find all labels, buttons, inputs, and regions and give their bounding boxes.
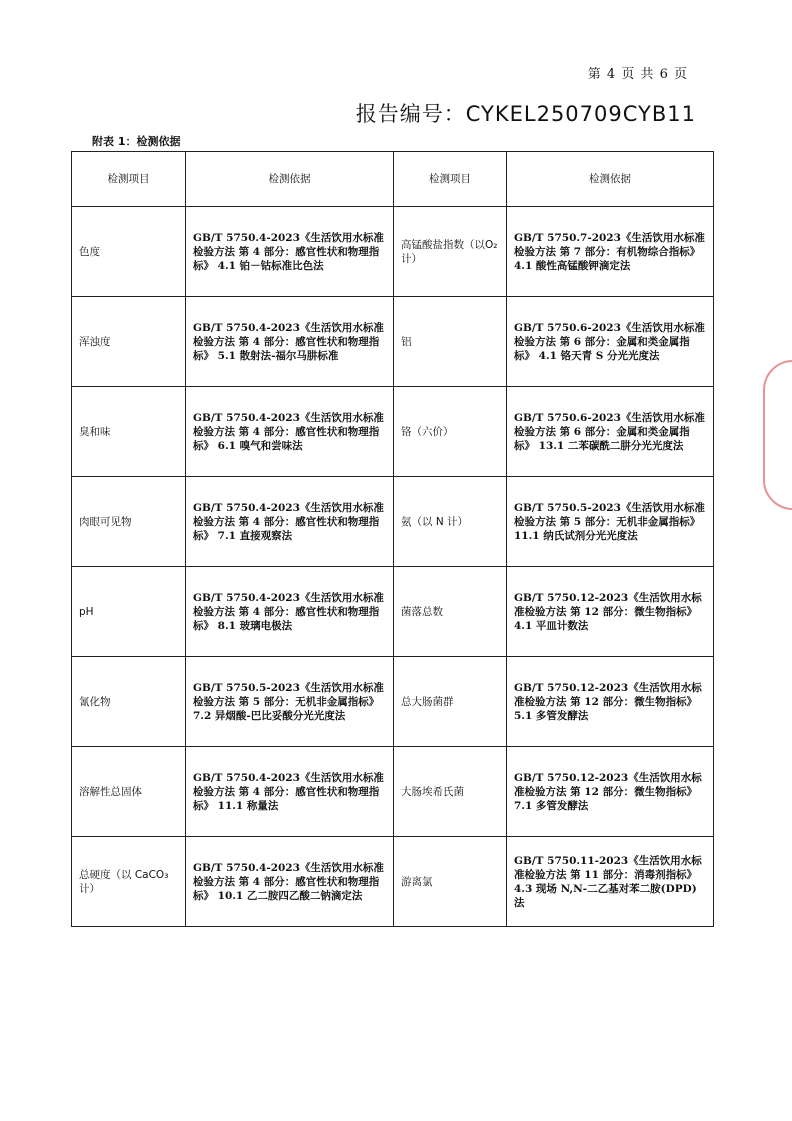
- test-method: GB/T 5750.4-2023《生活饮用水标准检验方法 第 4 部分：感官性状和物理指标》 8.1 玻璃电极法: [186, 567, 394, 657]
- column-header-basis: 检测依据: [186, 152, 394, 207]
- column-header-basis: 检测依据: [507, 152, 714, 207]
- table-row: [72, 207, 714, 297]
- test-item: 肉眼可见物: [72, 477, 186, 567]
- test-item: 浑浊度: [72, 297, 186, 387]
- table-row: [72, 657, 714, 747]
- seal-stamp: [763, 360, 792, 510]
- test-item: 氨（以 N 计）: [394, 477, 507, 567]
- test-method: GB/T 5750.12-2023《生活饮用水标准检验方法 第 12 部分：微生物指标》 4.1 平皿计数法: [507, 567, 714, 657]
- test-method: GB/T 5750.4-2023《生活饮用水标准检验方法 第 4 部分：感官性状和物理指标》 7.1 直接观察法: [186, 477, 394, 567]
- test-item: 色度: [72, 207, 186, 297]
- detection-basis-table: [71, 151, 714, 927]
- test-item: 菌落总数: [394, 567, 507, 657]
- test-item: pH: [72, 567, 186, 657]
- test-item: 铝: [394, 297, 507, 387]
- table-row: [72, 747, 714, 837]
- test-item: 氰化物: [72, 657, 186, 747]
- test-method: GB/T 5750.4-2023《生活饮用水标准检验方法 第 4 部分：感官性状和物理指标》 4.1 铂－钴标准比色法: [186, 207, 394, 297]
- test-method: GB/T 5750.5-2023《生活饮用水标准检验方法 第 5 部分：无机非金属指标》 11.1 纳氏试剂分光光度法: [507, 477, 714, 567]
- test-item: 大肠埃希氏菌: [394, 747, 507, 837]
- test-method: GB/T 5750.12-2023《生活饮用水标准检验方法 第 12 部分：微生物指标》 5.1 多管发酵法: [507, 657, 714, 747]
- test-method: GB/T 5750.4-2023《生活饮用水标准检验方法 第 4 部分：感官性状和物理指标》 11.1 称量法: [186, 747, 394, 837]
- test-method: GB/T 5750.6-2023《生活饮用水标准检验方法 第 6 部分：金属和类金属指标》 13.1 二苯碳酰二肼分光光度法: [507, 387, 714, 477]
- appendix-title: 附表 1：检测依据: [92, 135, 181, 148]
- test-item: 铬（六价）: [394, 387, 507, 477]
- column-header-item: 检测项目: [394, 152, 507, 207]
- test-method: GB/T 5750.7-2023《生活饮用水标准检验方法 第 7 部分：有机物综合指标》 4.1 酸性高锰酸钾滴定法: [507, 207, 714, 297]
- column-header-item: 检测项目: [72, 152, 186, 207]
- test-item: 臭和味: [72, 387, 186, 477]
- table-row: [72, 387, 714, 477]
- report-number: 报告编号：CYKEL250709CYB11: [355, 102, 696, 126]
- test-method: GB/T 5750.6-2023《生活饮用水标准检验方法 第 6 部分：金属和类金属指标》 4.1 铬天青 S 分光光度法: [507, 297, 714, 387]
- test-method: GB/T 5750.11-2023《生活饮用水标准检验方法 第 11 部分：消毒剂指标》 4.3 现场 N,N-二乙基对苯二胺(DPD)法: [507, 837, 714, 927]
- test-method: GB/T 5750.4-2023《生活饮用水标准检验方法 第 4 部分：感官性状和物理指标》 6.1 嗅气和尝味法: [186, 387, 394, 477]
- test-method: GB/T 5750.12-2023《生活饮用水标准检验方法 第 12 部分：微生物指标》 7.1 多管发酵法: [507, 747, 714, 837]
- test-method: GB/T 5750.5-2023《生活饮用水标准检验方法 第 5 部分：无机非金属指标》 7.2 异烟酸-巴比妥酸分光光度法: [186, 657, 394, 747]
- test-item: 高锰酸盐指数（以O₂计）: [394, 207, 507, 297]
- test-item: 总硬度（以 CaCO₃计）: [72, 837, 186, 927]
- test-method: GB/T 5750.4-2023《生活饮用水标准检验方法 第 4 部分：感官性状和物理指标》 5.1 散射法-福尔马肼标准: [186, 297, 394, 387]
- test-item: 游离氯: [394, 837, 507, 927]
- test-method: GB/T 5750.4-2023《生活饮用水标准检验方法 第 4 部分：感官性状和物理指标》 10.1 乙二胺四乙酸二钠滴定法: [186, 837, 394, 927]
- page-number: 第 4 页 共 6 页: [587, 67, 688, 82]
- test-item: 总大肠菌群: [394, 657, 507, 747]
- table-row: [72, 567, 714, 657]
- table-row: [72, 477, 714, 567]
- table-row: [72, 297, 714, 387]
- table-row: [72, 837, 714, 927]
- table-header-row: [72, 152, 714, 207]
- test-item: 溶解性总固体: [72, 747, 186, 837]
